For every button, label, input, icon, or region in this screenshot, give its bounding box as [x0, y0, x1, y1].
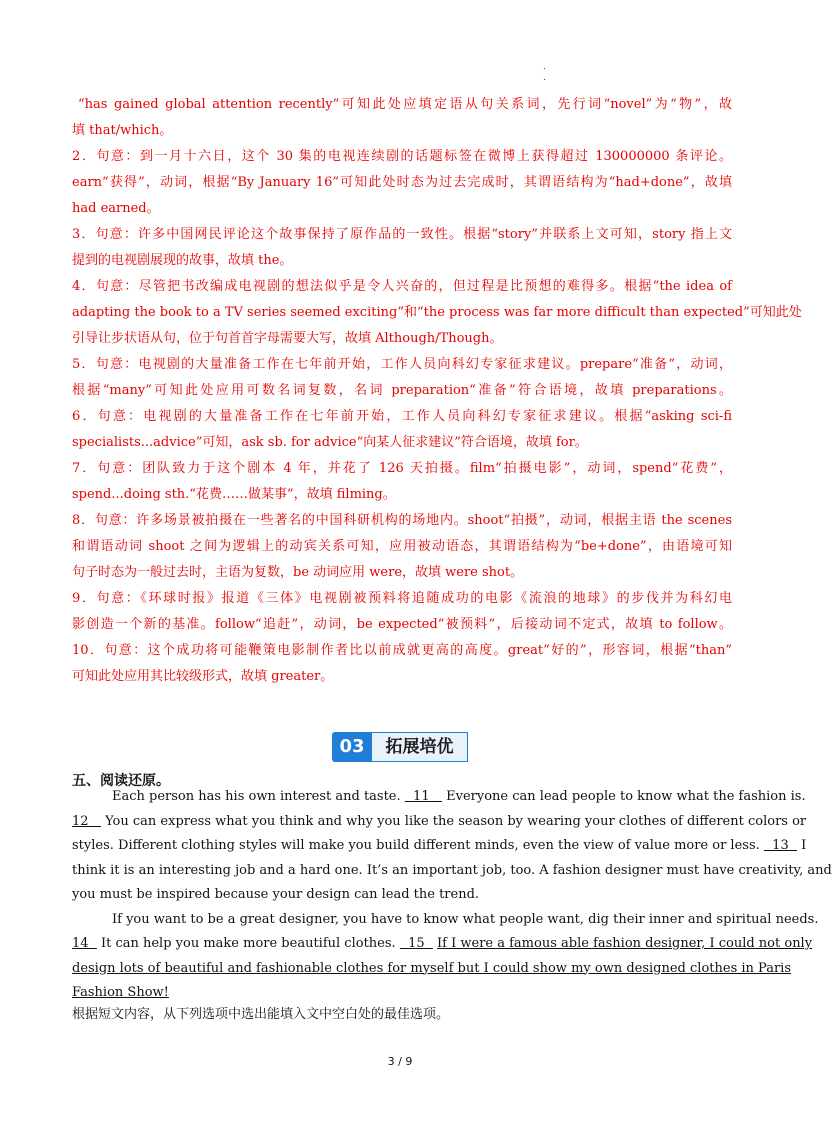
passage-text: Everyone can lead people to know what the fashion is. [446, 789, 806, 804]
instruction-text: 根据短文内容，从下列选项中选出能填入文中空白处的最佳选项。 [72, 1007, 450, 1022]
section-number: 03 [332, 732, 372, 762]
passage-underlined-line: design lots of beautiful and fashionable clothes for myself but I could show my own designed clothes in Paris [72, 960, 791, 976]
page-number: 3 / 9 [387, 1055, 413, 1068]
passage-line: you must be inspired because your design can lead the trend. [72, 887, 480, 902]
passage-text: You can express what you think and why you like the season by wearing your clothes of different colors or [105, 813, 807, 829]
answer-line: 引导让步状语从句，位于句首首字母需要大写，故填 Although/Though。 [72, 331, 503, 346]
passage-line [72, 932, 813, 957]
answer-line: specialists...advice”可知，ask sb. for advice“向某人征求建议”符合语境，故填 for。 [72, 435, 588, 450]
answer-line: 7．句意：团队致力于这个剧本 4 年，并花了 126 天拍摄。film“拍摄电影”，动词，spend“花费”， [72, 461, 732, 476]
answer-line: 可知此处应用其比较级形式，故填 greater。 [72, 669, 334, 684]
section-badge [332, 732, 469, 762]
answer-line: 5．句意：电视剧的大量准备工作在七年前开始，工作人员向科幻专家征求建议。prepare“准备”，动词， [72, 357, 732, 372]
reading-passage [72, 785, 832, 1006]
answer-line: 提到的电视剧展现的故事，故填 the。 [72, 253, 293, 268]
passage-text: Each person has his own interest and taste. [112, 789, 401, 804]
answer-line: 3．句意：许多中国网民评论这个故事保持了原作品的一致性。根据“story”并联系上文可知，story 指上文 [72, 227, 732, 242]
blank-13: 13 [772, 838, 789, 853]
passage-line: If you want to be a great designer, you have to know what people want, dig their inner and spiritual needs. [112, 911, 819, 927]
passage-line [72, 834, 807, 859]
answer-line: had earned。 [72, 201, 160, 216]
passage-text: styles. Different clothing styles will make you build different minds, even the view of value more or less. [72, 838, 760, 853]
answer-line: “has gained global attention recently”可知此处应填定语从句关系词，先行词“novel”为“物”，故 [78, 97, 732, 112]
answer-line: 4．句意：尽管把书改编成电视剧的想法似乎是令人兴奋的，但过程是比预想的难得多。根据“the idea of [72, 279, 732, 294]
passage-text: It can help you make more beautiful clothes. [100, 936, 396, 951]
answer-line: 2．句意：到一月十六日，这个 30 集的电视连续剧的话题标签在微博上获得超过 130000000 条评论。 [72, 149, 732, 164]
blank-14: 14 [72, 936, 89, 951]
blank-15: 15 [408, 936, 425, 951]
answer-line: 9．句意：《环球时报》报道《三体》电视剧被预料将追随成功的电影《流浪的地球》的步伐并为科幻电 [72, 591, 732, 606]
answer-line: 10．句意：这个成功将可能鞭策电影制作者比以前成就更高的高度。great“好的”，形容词，根据“than” [72, 643, 732, 658]
answer-line: adapting the book to a TV series seemed exciting”和“the process was far more difficult than expected”可知此处 [72, 305, 802, 320]
answer-line: 8．句意：许多场景被拍摄在一些著名的中国科研机构的场地内。shoot“拍摄”，动词，根据主语 the scenes [72, 513, 732, 528]
passage-underlined-text: If I were a famous able fashion designer, I could not only [437, 936, 813, 951]
section-title: 五、阅读还原。 [72, 773, 170, 789]
passage-line [72, 785, 806, 810]
answer-line: 填 that/which。 [72, 123, 173, 138]
passage-line: think it is an interesting job and a hard one. It’s an important job, too. A fashion designer must have creativity, and [72, 862, 832, 878]
answer-line: 根据“many”可知此处应用可数名词复数，名词 preparation“准备”符合语境，故填 preparations。 [72, 383, 732, 398]
answer-line: earn“获得”，动词，根据“By January 16”可知此处时态为过去完成时，其谓语结构为“had+done”，故填 [72, 175, 732, 190]
passage-underlined-line: Fashion Show! [72, 985, 169, 1000]
section-label: 拓展培优 [372, 732, 468, 762]
answer-line: spend...doing sth.“花费……做某事”，故填 filming。 [72, 487, 396, 502]
answer-line: 6．句意：电视剧的大量准备工作在七年前开始，工作人员向科幻专家征求建议。根据“asking sci-fi [72, 409, 732, 424]
answer-line: 和谓语动词 shoot 之间为逻辑上的动宾关系可知，应用被动语态，其谓语结构为“be+done”，由语境可知 [72, 539, 732, 554]
passage-text: I [801, 838, 807, 853]
blank-12: 12 [72, 813, 89, 829]
header-dots: . . [543, 62, 546, 83]
answer-explanations [72, 92, 802, 690]
answer-line: 句子时态为一般过去时，主语为复数，be 动词应用 were，故填 were shot。 [72, 565, 524, 580]
answer-line: 影创造一个新的基准。follow“追赶”，动词，be expected“被预料”，后接动词不定式，故填 to follow。 [72, 617, 732, 632]
passage-line [72, 810, 807, 835]
blank-11: 11 [413, 789, 430, 804]
